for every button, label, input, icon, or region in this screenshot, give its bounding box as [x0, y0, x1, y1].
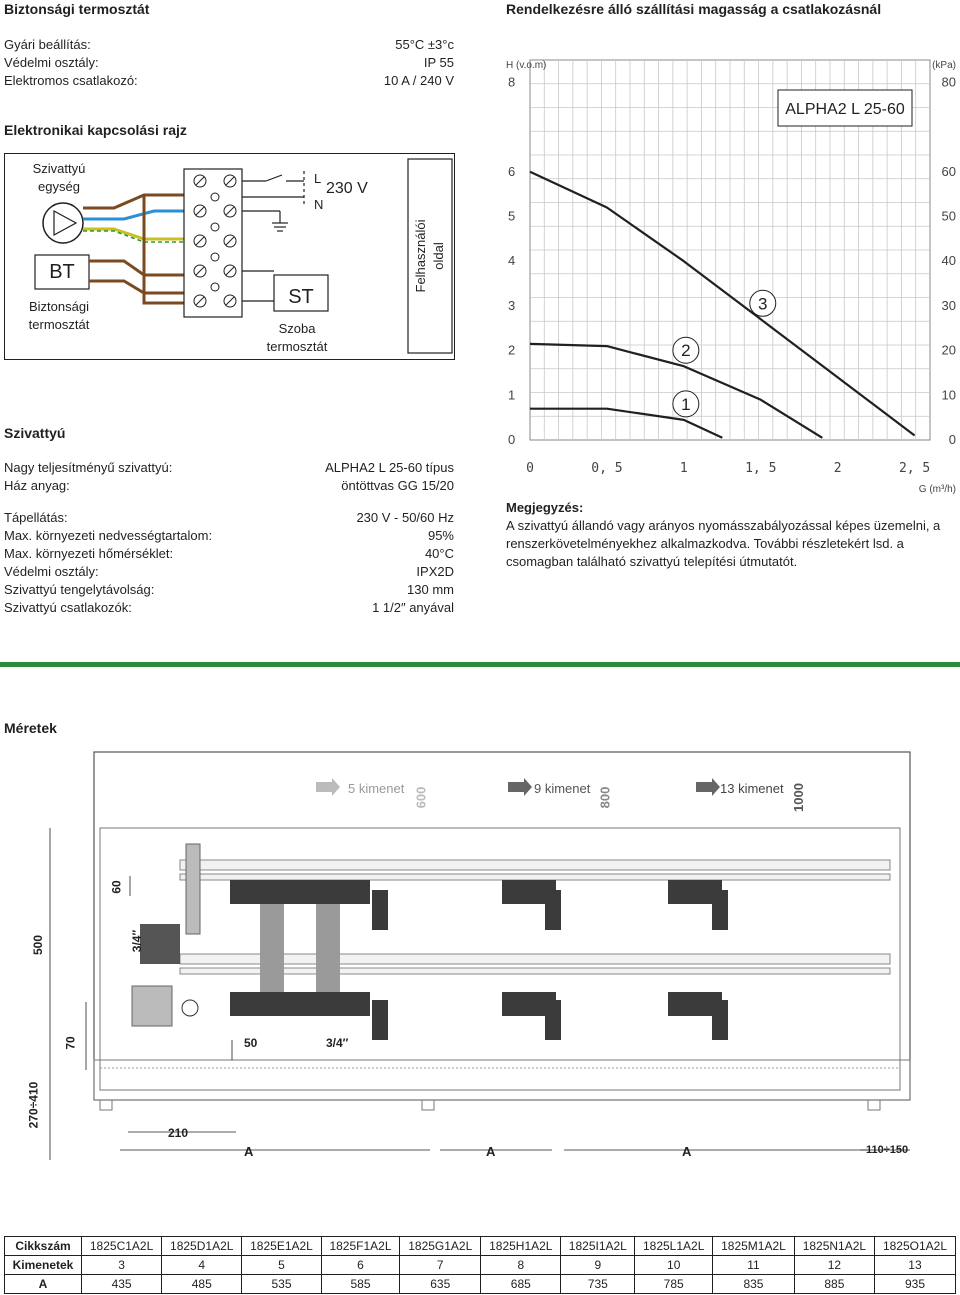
pump-spec-row: [4, 545, 454, 563]
table-cell: 13: [874, 1256, 955, 1275]
table-row: [5, 1275, 956, 1294]
pump-spec-label: Max. környezeti hőmérséklet:: [4, 546, 174, 561]
table-row: [5, 1256, 956, 1275]
pump-curve-chart: [500, 50, 960, 500]
pump-spec-row: [4, 599, 454, 617]
note-title: Megjegyzés:: [506, 500, 584, 515]
dim-50: 50: [244, 1036, 258, 1050]
table-cell: 535: [242, 1275, 321, 1294]
curve-label: 1: [681, 394, 691, 414]
y2-tick-label: 10: [941, 387, 956, 403]
pump-spec-label: Védelmi osztály:: [4, 564, 99, 579]
y2-tick-label: 0: [948, 432, 956, 447]
table-cell: 1825I1A2L: [561, 1237, 635, 1256]
variant-13-height: 1000: [790, 783, 806, 812]
table-header-cell: Cikkszám: [5, 1237, 82, 1256]
pump-spec-value: 230 V - 50/60 Hz: [356, 510, 454, 525]
dim-210: 210: [168, 1126, 189, 1140]
safety-thermostat-label: [4, 298, 114, 334]
table-cell: 1825L1A2L: [635, 1237, 713, 1256]
pump-spec-value: 130 mm: [407, 582, 454, 597]
table-cell: 735: [561, 1275, 635, 1294]
user-side-line-1: Felhasználói: [413, 219, 428, 293]
y2-tick-label: 40: [941, 253, 956, 269]
table-cell: 1825G1A2L: [400, 1237, 481, 1256]
table-header-cell: A: [5, 1275, 82, 1294]
factory-setting-value: 55°C ±3°c: [395, 37, 454, 52]
pump-spec-label: Nagy teljesítményű szivattyú:: [4, 460, 173, 475]
table-cell: 1825M1A2L: [713, 1237, 795, 1256]
table-header-cell: Kimenetek: [5, 1256, 82, 1275]
table-row: [5, 1237, 956, 1256]
table-cell: 6: [321, 1256, 400, 1275]
room-thermostat-line-1: Szoba: [278, 321, 316, 336]
dim-70: 70: [63, 1036, 78, 1050]
dim-60: 60: [109, 880, 124, 894]
pump-spec-value: 1 1/2″ anyával: [372, 600, 454, 615]
n-label: N: [314, 197, 324, 212]
variant-5-label: 5 kimenet: [348, 781, 405, 796]
table-cell: 785: [635, 1275, 713, 1294]
y2-tick-label: 50: [941, 208, 956, 224]
table-cell: 4: [162, 1256, 242, 1275]
y-tick-label: 5: [508, 208, 516, 224]
wiring-title: Elektronikai kapcsolási rajz: [4, 122, 187, 138]
pump-spec-label: Szivattyú csatlakozók:: [4, 600, 132, 615]
table-cell: 1825N1A2L: [794, 1237, 874, 1256]
variant-13-label: 13 kimenet: [720, 781, 784, 796]
dim-500: 500: [31, 934, 46, 956]
bt-label: BT: [49, 261, 75, 283]
table-cell: 485: [162, 1275, 242, 1294]
factory-setting-label: Védelmi osztály:: [4, 55, 99, 70]
pump-spec-row: [4, 509, 454, 527]
table-cell: 11: [713, 1256, 795, 1275]
factory-setting-label: Gyári beállítás:: [4, 37, 91, 52]
x-axis-label: G (m³/h): [918, 484, 956, 495]
pump-spec-value: IPX2D: [416, 564, 454, 579]
table-cell: 1825D1A2L: [162, 1237, 242, 1256]
pump-spec-value: 40°C: [424, 546, 454, 561]
st-label: ST: [288, 286, 314, 308]
table-cell: 1825E1A2L: [242, 1237, 321, 1256]
safety-thermostat-line-1: Biztonsági: [29, 299, 89, 314]
variant-5-height: 600: [413, 786, 429, 809]
factory-setting-row: [4, 36, 454, 54]
room-thermostat-label: [254, 320, 340, 356]
table-cell: 12: [794, 1256, 874, 1275]
x-tick-label: 1, 5: [745, 461, 777, 476]
x-tick-label: 0: [526, 461, 534, 476]
table-cell: 8: [481, 1256, 561, 1275]
pump-spec-row: [4, 581, 454, 599]
dimensions-title: Méretek: [4, 720, 57, 736]
pump-spec-row: [4, 527, 454, 545]
y2-tick-label: 20: [941, 342, 956, 358]
note-text: A szivattyú állandó vagy arányos nyomásszabályozással képes üzemelni, a renszerkövetelményekhez alkalmazkodva. További részletekért lsd. a csomagban található szivattyú telepítési útmutatót.: [506, 518, 941, 569]
variant-9-height: 800: [597, 786, 613, 809]
y2-axis-label: (kPa): [932, 60, 956, 71]
y-tick-label: 3: [508, 297, 516, 313]
pump-spec-value: ALPHA2 L 25-60 típus: [325, 460, 454, 475]
table-cell: 1825H1A2L: [481, 1237, 561, 1256]
curve-label: 3: [758, 294, 768, 314]
dim-a-3: A: [682, 1144, 692, 1159]
table-cell: 10: [635, 1256, 713, 1275]
section-divider: [0, 662, 960, 667]
y-tick-label: 8: [508, 74, 516, 90]
y2-tick-label: 30: [941, 297, 956, 313]
table-cell: 635: [400, 1275, 481, 1294]
curve-label: 2: [681, 341, 691, 361]
pump-unit-line-2: egység: [38, 179, 80, 194]
article-table: [4, 1236, 956, 1294]
user-side-label: [412, 156, 448, 356]
table-cell: 3: [82, 1256, 162, 1275]
l-label: L: [314, 171, 322, 186]
y-tick-label: 1: [508, 387, 516, 403]
pump-spec-row: [4, 563, 454, 581]
table-cell: 1825O1A2L: [874, 1237, 955, 1256]
y-tick-label: 2: [508, 342, 516, 358]
dim-a-2: A: [486, 1144, 496, 1159]
table-cell: 935: [874, 1275, 955, 1294]
factory-setting-row: [4, 72, 454, 90]
y2-tick-label: 60: [941, 163, 956, 179]
pump-unit-label: [4, 160, 114, 196]
dim-270-410: 270÷410: [26, 1081, 41, 1129]
pump-spec-label: Ház anyag:: [4, 478, 70, 493]
y-tick-label: 0: [508, 432, 516, 447]
x-tick-label: 0, 5: [591, 461, 623, 476]
pump-spec-row: [4, 459, 454, 477]
y2-tick-label: 80: [941, 74, 956, 90]
x-tick-label: 1: [679, 461, 688, 476]
table-cell: 7: [400, 1256, 481, 1275]
variant-9-label: 9 kimenet: [534, 781, 591, 796]
factory-setting-value: 10 A / 240 V: [383, 73, 454, 88]
y-axis-label: H (v.o.m): [506, 60, 547, 71]
dim-3-4-vertical: 3/4″: [130, 929, 145, 953]
x-tick-label: 2: [833, 461, 842, 476]
factory-setting-row: [4, 54, 454, 72]
table-cell: 5: [242, 1256, 321, 1275]
table-cell: 435: [82, 1275, 162, 1294]
pump-spec-label: Szivattyú tengelytávolság:: [4, 582, 155, 597]
table-cell: 835: [713, 1275, 795, 1294]
safety-thermostat-line-2: termosztát: [28, 317, 90, 332]
y-tick-label: 4: [508, 253, 516, 269]
chart-section-title: Rendelkezésre álló szállítási magasság a csatlakozásnál: [506, 1, 882, 17]
factory-setting-value: IP 55: [423, 55, 454, 70]
dim-a-1: A: [244, 1144, 254, 1159]
pump-spec-value: 95%: [427, 528, 454, 543]
pump-spec-row: [4, 477, 454, 495]
table-cell: 885: [794, 1275, 874, 1294]
table-cell: 9: [561, 1256, 635, 1275]
pump-unit-line-1: Szivattyú: [32, 161, 86, 176]
x-tick-label: 2, 5: [898, 461, 931, 476]
table-cell: 585: [321, 1275, 400, 1294]
thermostat-title: Biztonsági termosztát: [4, 1, 150, 17]
y-tick-label: 6: [508, 163, 516, 179]
table-cell: 685: [481, 1275, 561, 1294]
dim-110-150: 110÷150: [866, 1144, 909, 1156]
room-thermostat-line-2: termosztát: [266, 339, 328, 354]
table-cell: 1825C1A2L: [82, 1237, 162, 1256]
user-side-line-2: oldal: [431, 242, 446, 270]
pump-title: Szivattyú: [4, 425, 66, 441]
table-cell: 1825F1A2L: [321, 1237, 400, 1256]
pump-spec-value: öntöttvas GG 15/20: [341, 478, 454, 493]
dim-3-4-horizontal: 3/4″: [326, 1036, 349, 1050]
chart-title: ALPHA2 L 25-60: [785, 101, 905, 118]
factory-setting-label: Elektromos csatlakozó:: [4, 73, 138, 88]
pump-spec-label: Tápellátás:: [4, 510, 68, 525]
voltage-label: 230 V: [326, 180, 368, 197]
pump-spec-label: Max. környezeti nedvességtartalom:: [4, 528, 213, 543]
